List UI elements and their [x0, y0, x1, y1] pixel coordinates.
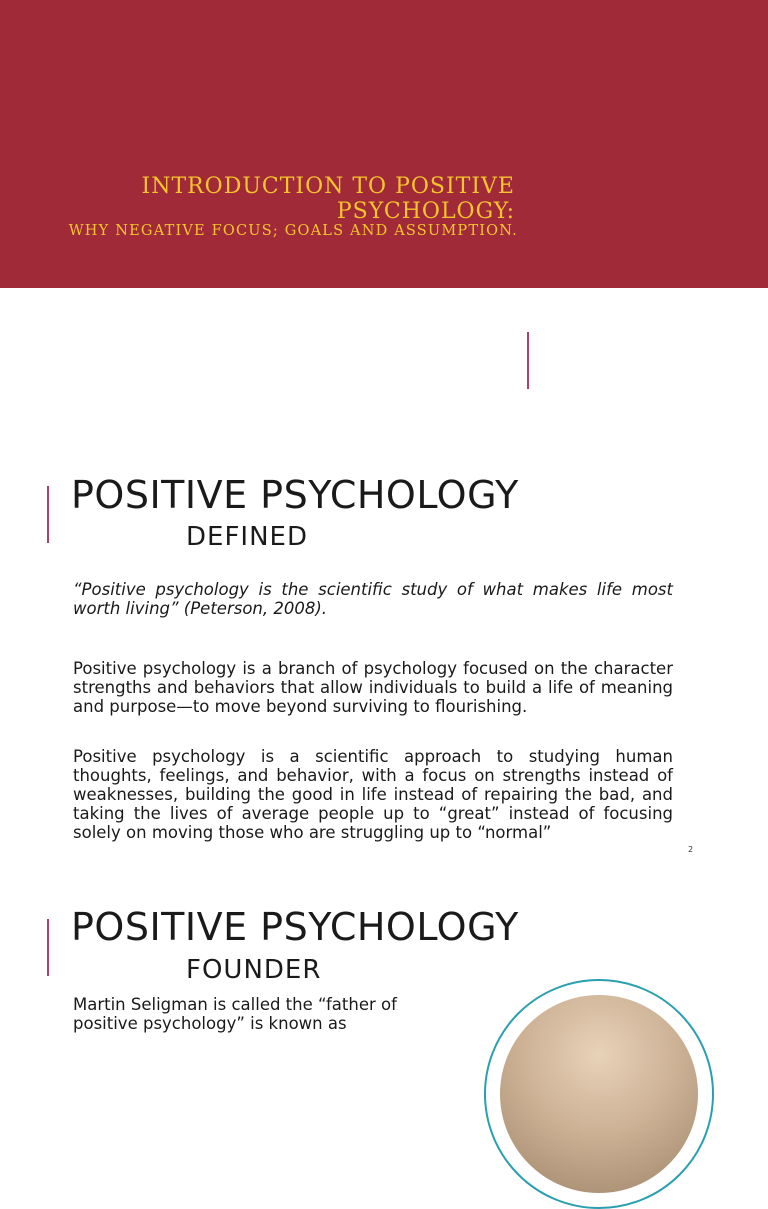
accent-bar-divider [527, 332, 529, 389]
title-slide [0, 0, 768, 288]
definition-paragraph-1: Positive psychology is a branch of psychology focused on the character strengths and behaviors that allow individuals to build a life of meaning and purpose—to move beyond surviving to flourishing. [73, 659, 673, 716]
section-heading: POSITIVE PSYCHOLOGY [71, 473, 519, 517]
section-subheading: FOUNDER [186, 955, 322, 985]
page-number: 2 [688, 845, 694, 854]
accent-bar [47, 486, 49, 543]
founder-photo [484, 979, 714, 1209]
definition-paragraph-2: Positive psychology is a scientific approach to studying human thoughts, feelings, and behavior, with a focus on strengths instead of weaknesses, building the good in life instead of repairing the bad, and taking the lives of average people up to “great” instead of focusing solely on moving those who are struggling up to “normal” [73, 747, 673, 842]
founder-description: Martin Seligman is called the “father of positive psychology” is known as [73, 995, 397, 1033]
definition-quote: “Positive psychology is the scientific study of what makes life most worth living” (Peterson, 2008). [73, 580, 673, 618]
section-heading: POSITIVE PSYCHOLOGY [71, 905, 519, 949]
section-subheading: DEFINED [186, 522, 308, 552]
slide-title: INTRODUCTION TO POSITIVE PSYCHOLOGY: [141, 174, 515, 224]
slide-subtitle: WHY NEGATIVE FOCUS; GOALS AND ASSUMPTION. [68, 223, 518, 239]
accent-bar [47, 919, 49, 976]
portrait-image [500, 995, 698, 1193]
